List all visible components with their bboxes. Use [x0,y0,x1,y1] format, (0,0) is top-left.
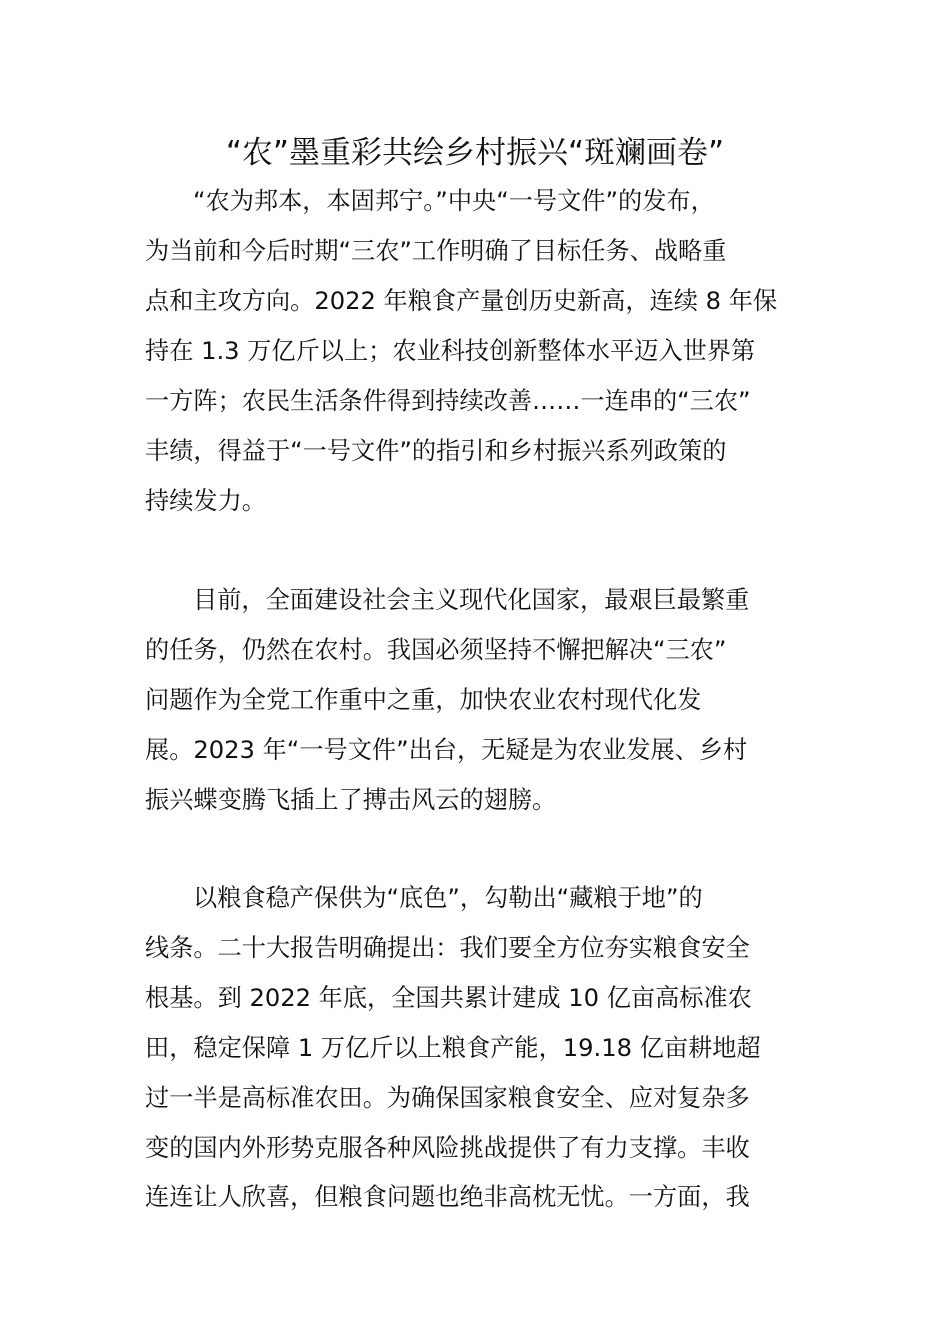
paragraph-1-line-2: 为当前和今后时期“三农”工作明确了目标任务、战略重 [145,237,727,265]
paragraph-3-line-7: 连连让人欣喜，但粮食问题也绝非高枕无忧。一方面，我 [145,1183,750,1211]
paragraph-3-line-1: 以粮食稳产保供为“底色”，勾勒出“藏粮于地”的 [193,884,703,912]
paragraph-2-line-4: 展。2023 年“一号文件”出台，无疑是为农业发展、乡村 [145,736,748,764]
paragraph-1-line-6: 丰绩，得益于“一号文件”的指引和乡村振兴系列政策的 [145,437,727,465]
document-title: “农”墨重彩共绘乡村振兴“斑斓画卷” [225,135,725,171]
paragraph-1-line-4: 持在 1.3 万亿斤以上；农业科技创新整体水平迈入世界第 [145,337,756,365]
paragraph-2-line-2: 的任务，仍然在农村。我国必须坚持不懈把解决“三农” [145,636,727,664]
paragraph-3-line-3: 根基。到 2022 年底，全国共累计建成 10 亿亩高标准农 [145,984,752,1012]
paragraph-3-line-6: 变的国内外形势克服各种风险挑战提供了有力支撑。丰收 [145,1134,750,1162]
paragraph-1-line-1: “农为邦本，本固邦宁。”中央“一号文件”的发布， [193,187,715,215]
paragraph-3-line-5: 过一半是高标准农田。为确保国家粮食安全、应对复杂多 [145,1084,750,1112]
paragraph-3-line-2: 线条。二十大报告明确提出：我们要全方位夯实粮食安全 [145,934,750,962]
paragraph-1-line-7: 持续发力。 [145,487,266,515]
paragraph-1-line-3: 点和主攻方向。2022 年粮食产量创历史新高，连续 8 年保 [145,287,778,315]
paragraph-2-line-1: 目前，全面建设社会主义现代化国家，最艰巨最繁重 [193,586,750,614]
paragraph-1-line-5: 一方阵；农民生活条件得到持续改善……一连串的“三农” [145,387,751,415]
paragraph-2-line-3: 问题作为全党工作重中之重，加快农业农村现代化发 [145,686,702,714]
paragraph-3-line-4: 田，稳定保障 1 万亿斤以上粮食产能，19.18 亿亩耕地超 [145,1034,761,1062]
paragraph-2-line-5: 振兴蝶变腾飞插上了搏击风云的翅膀。 [145,786,557,814]
